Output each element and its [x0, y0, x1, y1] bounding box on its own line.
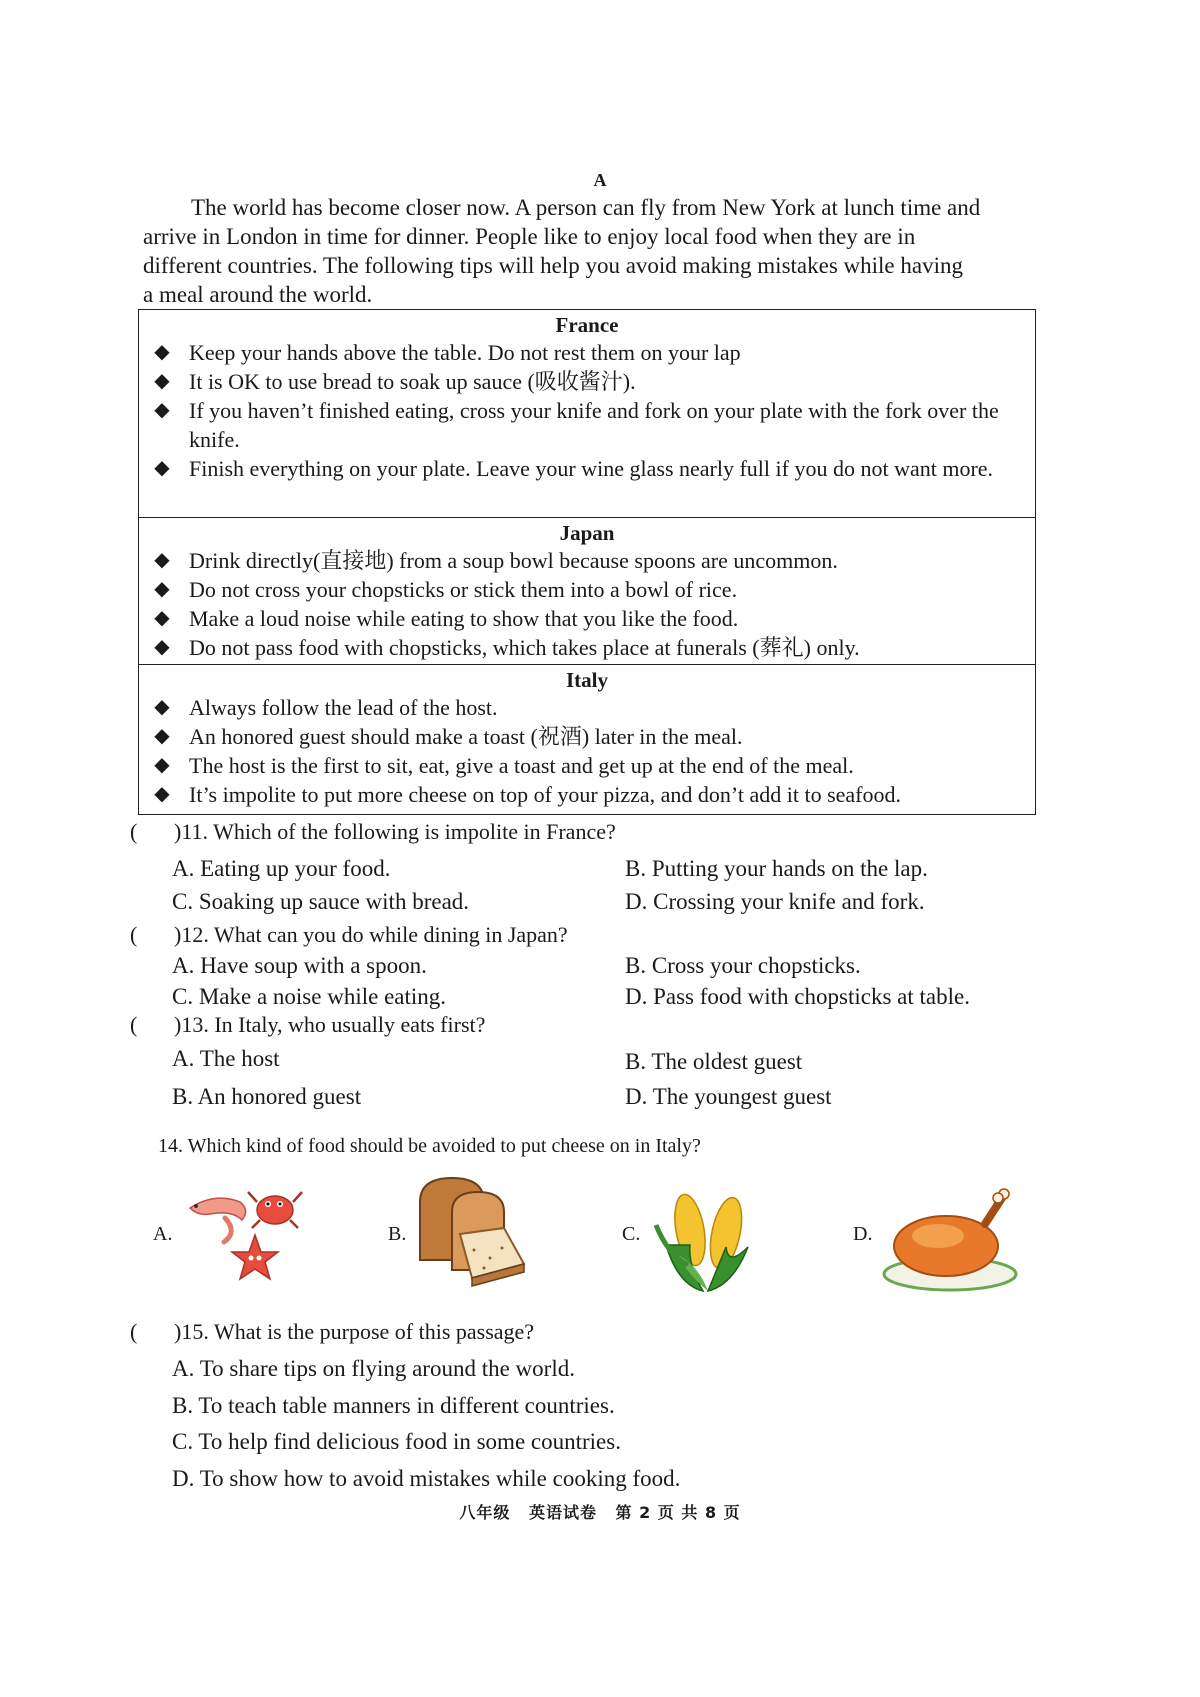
option-d: D. To show how to avoid mistakes while cooking food.: [172, 1466, 681, 1491]
tip-item: ◆ If you haven’t finished eating, cross your knife and fork on your plate with the fork over the knife.: [139, 396, 1035, 454]
diamond-bullet-icon: ◆: [154, 696, 170, 718]
answer-blank[interactable]: (: [130, 1012, 138, 1037]
option-c: C. To help find delicious food in some countries.: [172, 1429, 621, 1454]
answer-blank[interactable]: (: [130, 922, 138, 947]
footer-page-number: 第 2 页 共 8 页: [615, 1503, 741, 1522]
france-section: [139, 310, 1035, 518]
diamond-bullet-icon: ◆: [154, 754, 170, 776]
diamond-bullet-icon: ◆: [154, 636, 170, 658]
diamond-bullet-icon: ◆: [154, 725, 170, 747]
intro-line: arrive in London in time for dinner. People like to enjoy local food when they are in: [143, 224, 916, 249]
question-14: 14. Which kind of food should be avoided to put cheese on in Italy?: [158, 1135, 701, 1157]
diamond-bullet-icon: ◆: [154, 399, 170, 421]
seafood-icon: [180, 1180, 310, 1290]
option-c: B. An honored guest: [172, 1084, 362, 1109]
diamond-bullet-icon: ◆: [154, 549, 170, 571]
tip-item: ◆ It’s impolite to put more cheese on top of your pizza, and don’t add it to seafood.: [139, 780, 1035, 809]
option-b: B. Putting your hands on the lap.: [625, 856, 928, 881]
tip-item: ◆ Finish everything on your plate. Leave your wine glass nearly full if you do not want more.: [139, 454, 1035, 483]
intro-line: different countries. The following tips will help you avoid making mistakes while having: [143, 253, 963, 278]
diamond-bullet-icon: ◆: [154, 607, 170, 629]
option-b: B. To teach table manners in different countries.: [172, 1393, 615, 1418]
section-letter: A: [593, 170, 607, 190]
roast-chicken-icon: [880, 1184, 1020, 1292]
country-title: Japan: [559, 521, 615, 545]
tip-item: ◆ Always follow the lead of the host.: [139, 693, 1035, 722]
country-title: Italy: [566, 668, 608, 692]
intro-line: a meal around the world.: [143, 282, 373, 307]
tip-item: ◆ Do not pass food with chopsticks, which takes place at funerals (葬礼) only.: [139, 633, 1035, 662]
diamond-bullet-icon: ◆: [154, 783, 170, 805]
answer-blank[interactable]: (: [130, 1319, 138, 1344]
japan-section: [139, 518, 1035, 665]
option-a: A. Have soup with a spoon.: [172, 953, 427, 978]
diamond-bullet-icon: ◆: [154, 370, 170, 392]
tip-item: ◆ Do not cross your chopsticks or stick them into a bowl of rice.: [139, 575, 1035, 604]
diamond-bullet-icon: ◆: [154, 578, 170, 600]
italy-section: [139, 665, 1035, 816]
option-a: A. Eating up your food.: [172, 856, 391, 881]
question-text: )11. Which of the following is impolite in France?: [174, 819, 616, 844]
tip-item: ◆ The host is the first to sit, eat, give a toast and get up at the end of the meal.: [139, 751, 1035, 780]
question-text: )15. What is the purpose of this passage?: [174, 1319, 535, 1344]
corn-icon: [648, 1185, 768, 1295]
question-12: [130, 921, 568, 949]
question-text: )13. In Italy, who usually eats first?: [174, 1012, 486, 1037]
tip-item: ◆ An honored guest should make a toast (祝酒) later in the meal.: [139, 722, 1035, 751]
country-title: France: [555, 313, 619, 337]
question-text: )12. What can you do while dining in Japan?: [174, 922, 568, 947]
question-11: [130, 818, 616, 846]
option-c: C. Soaking up sauce with bread.: [172, 889, 470, 914]
question-15: [130, 1318, 534, 1346]
tips-table: [138, 309, 1036, 815]
diamond-bullet-icon: ◆: [154, 341, 170, 363]
picture-label-a: A.: [153, 1223, 173, 1245]
picture-label-b: B.: [388, 1223, 407, 1245]
option-a: A. The host: [172, 1046, 280, 1071]
question-13: [130, 1011, 485, 1039]
tip-item: ◆ Drink directly(直接地) from a soup bowl because spoons are uncommon.: [139, 546, 1035, 575]
diamond-bullet-icon: ◆: [154, 457, 170, 479]
tip-item: ◆ Make a loud noise while eating to show that you like the food.: [139, 604, 1035, 633]
picture-label-d: D.: [853, 1223, 873, 1245]
intro-paragraph: [143, 193, 1036, 309]
option-c: C. Make a noise while eating.: [172, 984, 447, 1009]
page-footer: [0, 1500, 1200, 1523]
option-b: B. Cross your chopsticks.: [625, 953, 861, 978]
footer-subject: 英语试卷: [528, 1503, 597, 1522]
option-d: D. The youngest guest: [625, 1084, 832, 1109]
intro-line: The world has become closer now. A person can fly from New York at lunch time and: [191, 195, 981, 220]
option-a: A. To share tips on flying around the world.: [172, 1356, 575, 1381]
picture-label-c: C.: [622, 1223, 641, 1245]
tip-item: ◆ Keep your hands above the table. Do not rest them on your lap: [139, 338, 1035, 367]
answer-blank[interactable]: (: [130, 819, 138, 844]
footer-grade: 八年级: [459, 1503, 511, 1522]
bread-icon: [412, 1172, 532, 1290]
option-d: D. Pass food with chopsticks at table.: [625, 984, 970, 1009]
option-b: B. The oldest guest: [625, 1049, 803, 1074]
tip-item: ◆ It is OK to use bread to soak up sauce (吸收酱汁).: [139, 367, 1035, 396]
option-d: D. Crossing your knife and fork.: [625, 889, 925, 914]
